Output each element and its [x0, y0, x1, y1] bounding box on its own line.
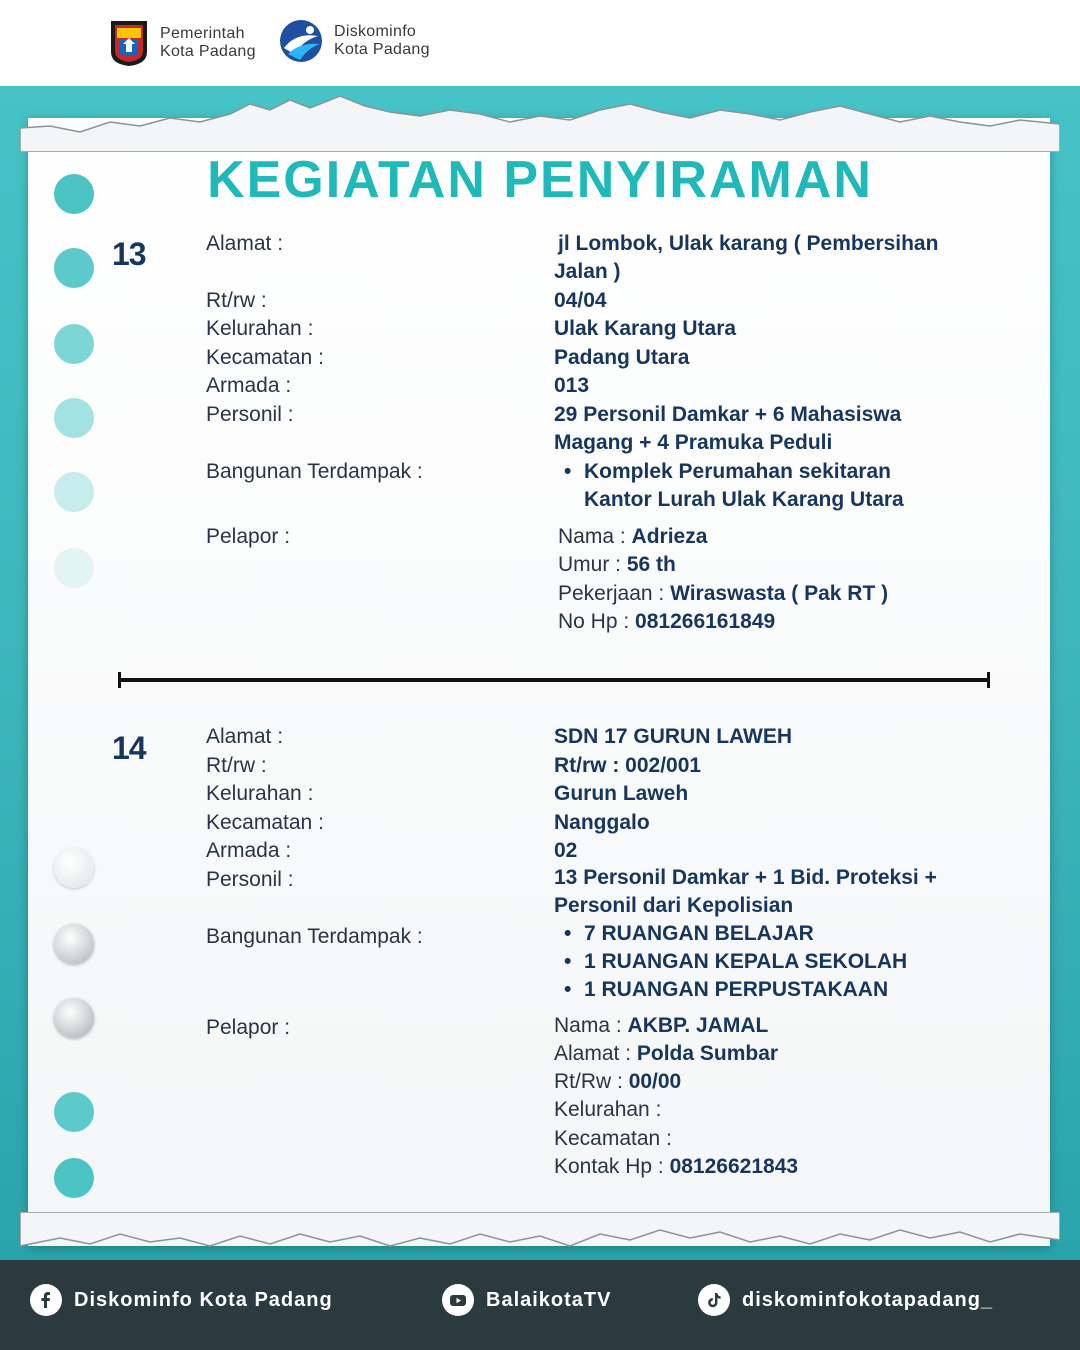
- reporter-phone-value: 081266161849: [635, 610, 776, 633]
- entry-13-bangunan-label: Bangunan Terdampak :: [206, 460, 423, 483]
- entry-14-alamat-value: SDN 17 GURUN LAWEH: [554, 725, 793, 748]
- social-footer: [0, 1260, 1080, 1350]
- entry-13-number: 13: [112, 236, 146, 272]
- entry-13-reporter-phone: [558, 608, 775, 636]
- pemkot-logo-group: [108, 18, 256, 68]
- reporter-kelurahan-label: Kelurahan :: [554, 1098, 662, 1121]
- reporter-phone-label: Kontak Hp :: [554, 1155, 664, 1178]
- entry-13-kelurahan-label: Kelurahan :: [206, 317, 314, 340]
- entry-13-bangunan-item-cont: Kantor Lurah Ulak Karang Utara: [584, 488, 904, 511]
- reporter-rtrw-label: Rt/Rw :: [554, 1070, 623, 1093]
- entry-13-alamat-line2: Jalan ): [554, 260, 621, 283]
- youtube-link[interactable]: [442, 1284, 611, 1316]
- entry-14-personil-line1: 13 Personil Damkar + 1 Bid. Proteksi +: [554, 866, 937, 889]
- entry-14-alamat-label: Alamat :: [206, 725, 284, 748]
- binder-hole: [54, 548, 94, 588]
- reporter-phone-value: 08126621843: [669, 1155, 799, 1178]
- entry-14-reporter-phone: [554, 1153, 798, 1181]
- entry-13-alamat-label: Alamat :: [206, 232, 284, 255]
- entry-13-personil-line2: Magang + 4 Pramuka Peduli: [554, 431, 833, 454]
- youtube-handle: BalaikotaTV: [486, 1288, 612, 1311]
- entry-14-kelurahan-label: Kelurahan :: [206, 782, 314, 805]
- entry-13-bangunan-item: • Komplek Perumahan sekitaran: [562, 458, 982, 486]
- pemkot-name-line1: Pemerintah: [160, 25, 245, 42]
- entry-14-personil-line2: Personil dari Kepolisian: [554, 894, 794, 917]
- entry-14-bangunan-item: • 1 RUANGAN KEPALA SEKOLAH: [562, 948, 982, 976]
- reporter-kecamatan-label: Kecamatan :: [554, 1127, 672, 1150]
- diskominfo-name-line1: Diskominfo: [334, 23, 417, 40]
- entry-13-alamat-line1: jl Lombok, Ulak karang ( Pembersihan: [558, 232, 939, 255]
- reporter-age-label: Umur :: [558, 553, 621, 576]
- reporter-address-value: Polda Sumbar: [636, 1042, 779, 1065]
- binder-hole: [54, 924, 94, 964]
- reporter-rtrw-value: 00/00: [628, 1070, 682, 1093]
- entry-14-bangunan-item: • 1 RUANGAN PERPUSTAKAAN: [562, 976, 982, 1004]
- entry-14-kecamatan-label: Kecamatan :: [206, 811, 324, 834]
- entry-14-personil-label: Personil :: [206, 868, 294, 891]
- reporter-address-label: Alamat :: [554, 1042, 632, 1065]
- pemkot-name-line2: Kota Padang: [160, 43, 256, 60]
- tiktok-link[interactable]: [698, 1284, 993, 1316]
- reporter-age-value: 56 th: [626, 553, 676, 576]
- entry-13-armada-value: 013: [554, 374, 590, 397]
- entry-14-pelapor-label: Pelapor :: [206, 1016, 291, 1039]
- entry-14-bangunan-item: • 7 RUANGAN BELAJAR: [562, 920, 982, 948]
- entry-13-rtrw-label: Rt/rw :: [206, 289, 267, 312]
- entry-14-number: 14: [112, 730, 146, 766]
- pemkot-name: [160, 25, 256, 61]
- entry-14-rtrw-value: Rt/rw : 002/001: [554, 754, 702, 777]
- reporter-name-value: Adrieza: [631, 525, 708, 548]
- reporter-name-label: Nama :: [558, 525, 626, 548]
- reporter-job-value: Wiraswasta ( Pak RT ): [670, 582, 889, 605]
- torn-edge-top: [20, 92, 1060, 152]
- binder-hole: [54, 398, 94, 438]
- section-divider: [118, 678, 990, 682]
- entry-14-reporter-kecamatan: [554, 1125, 672, 1153]
- entry-13-kecamatan-label: Kecamatan :: [206, 346, 324, 369]
- entry-13-pelapor-label: Pelapor :: [206, 525, 291, 548]
- entry-13-personil-line1: 29 Personil Damkar + 6 Mahasiswa: [554, 403, 902, 426]
- tiktok-icon: [698, 1284, 730, 1316]
- youtube-icon: [442, 1284, 474, 1316]
- top-header: [0, 0, 1080, 86]
- entry-13-kelurahan-value: Ulak Karang Utara: [554, 317, 737, 340]
- entry-14-reporter-name: [554, 1012, 768, 1040]
- entry-13-reporter-job: [558, 580, 888, 608]
- entry-14-reporter-rtrw: [554, 1068, 681, 1096]
- binder-hole: [54, 1092, 94, 1132]
- entry-13-kecamatan-value: Padang Utara: [554, 346, 690, 369]
- reporter-phone-label: No Hp :: [558, 610, 630, 633]
- binder-hole: [54, 848, 94, 888]
- entry-13-reporter-age: [558, 551, 676, 579]
- entry-14-armada-label: Armada :: [206, 839, 292, 862]
- entry-14-kelurahan-value: Gurun Laweh: [554, 782, 689, 805]
- entry-14-bangunan-label: Bangunan Terdampak :: [206, 925, 423, 948]
- reporter-name-label: Nama :: [554, 1014, 622, 1037]
- binder-hole: [54, 472, 94, 512]
- entry-14-kecamatan-value: Nanggalo: [554, 811, 650, 834]
- diskominfo-logo-icon: [278, 18, 324, 64]
- entry-13-rtrw-value: 04/04: [554, 289, 607, 312]
- padang-crest-icon: [108, 18, 150, 68]
- binder-hole: [54, 1158, 94, 1198]
- binder-hole: [54, 998, 94, 1038]
- diskominfo-logo-group: [278, 18, 430, 64]
- entry-13-armada-label: Armada :: [206, 374, 292, 397]
- entry-14-rtrw-label: Rt/rw :: [206, 754, 267, 777]
- binder-hole: [54, 248, 94, 288]
- diskominfo-name-line2: Kota Padang: [334, 41, 430, 58]
- facebook-link[interactable]: [30, 1284, 333, 1316]
- torn-edge-bottom: [20, 1212, 1060, 1260]
- binder-hole: [54, 324, 94, 364]
- entry-14-armada-value: 02: [554, 839, 578, 862]
- reporter-name-value: AKBP. JAMAL: [627, 1014, 769, 1037]
- entry-13-personil-label: Personil :: [206, 403, 294, 426]
- reporter-job-label: Pekerjaan :: [558, 582, 665, 605]
- entry-14-reporter-address: [554, 1040, 778, 1068]
- facebook-handle: Diskominfo Kota Padang: [74, 1288, 333, 1311]
- page-title: KEGIATAN PENYIRAMAN: [207, 151, 873, 209]
- entry-14-reporter-kelurahan: [554, 1096, 661, 1124]
- tiktok-handle: diskominfokotapadang_: [742, 1288, 994, 1311]
- facebook-icon: [30, 1284, 62, 1316]
- entry-13-reporter-name: [558, 523, 707, 551]
- diskominfo-name: [334, 23, 430, 59]
